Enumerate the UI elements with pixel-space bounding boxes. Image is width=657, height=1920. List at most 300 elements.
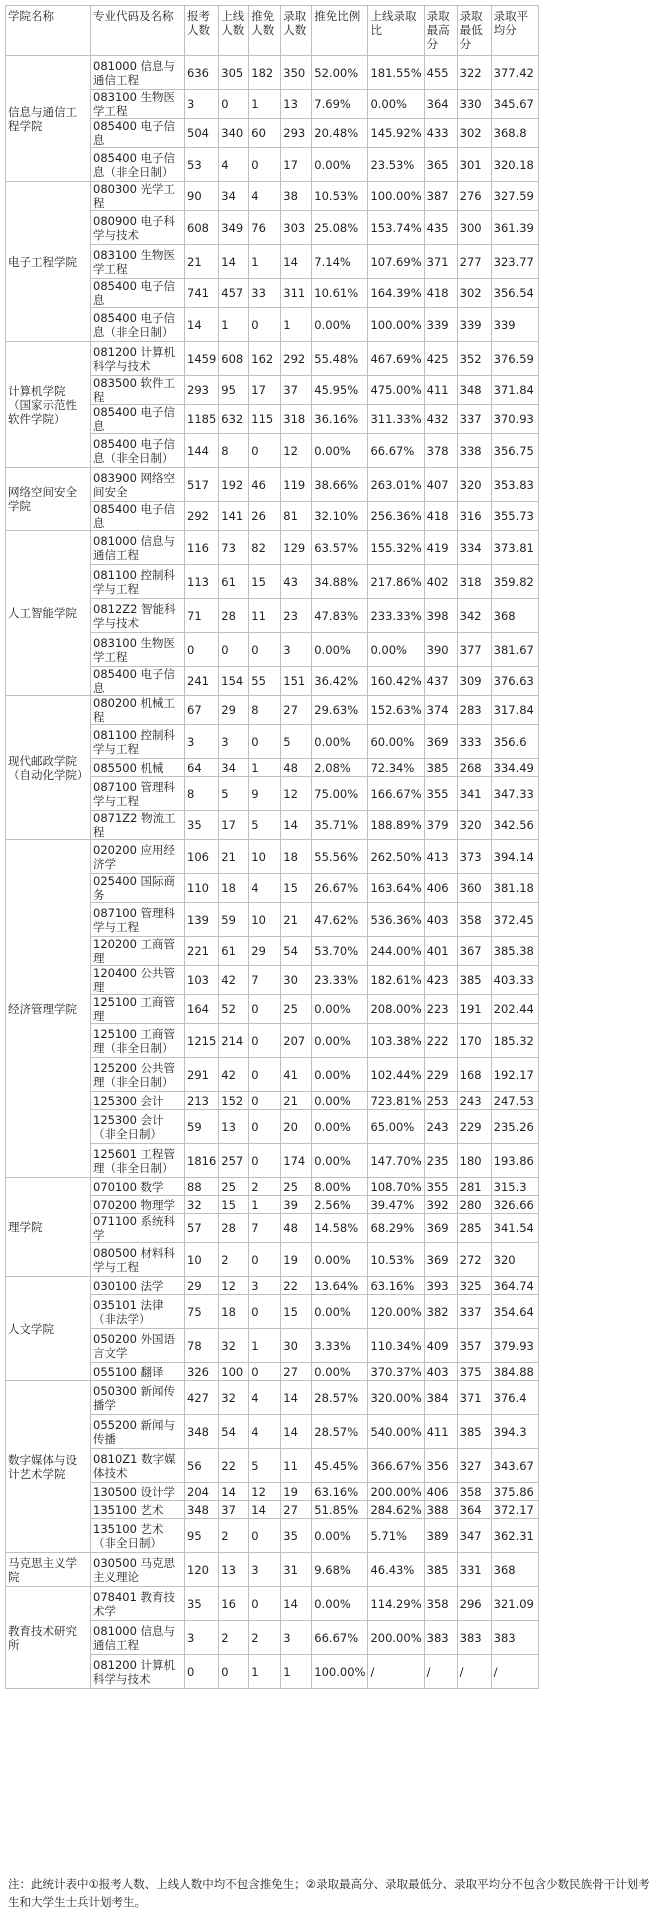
exempt-ratio-cell: 0.00%: [312, 1363, 368, 1381]
pass-admit-ratio-cell: 200.00%: [368, 1483, 424, 1501]
major-cell: 070200 物理学: [91, 1196, 185, 1214]
pass-admit-ratio-cell: 10.53%: [368, 1243, 424, 1277]
pass-admit-ratio-cell: 66.67%: [368, 434, 424, 468]
pass-admit-ratio-cell: 181.55%: [368, 56, 424, 90]
exempt-cell: 1: [249, 1655, 281, 1689]
header-applicants: 报考人数: [185, 6, 219, 56]
major-cell: 083100 生物医学工程: [91, 90, 185, 119]
max-score-cell: 401: [424, 937, 457, 966]
pass-admit-ratio-cell: 164.39%: [368, 279, 424, 308]
max-score-cell: 433: [424, 119, 457, 148]
major-cell: 130500 设计学: [91, 1483, 185, 1501]
admitted-cell: 25: [281, 995, 312, 1024]
pass-admit-ratio-cell: 0.00%: [368, 90, 424, 119]
exempt-cell: 4: [249, 1415, 281, 1449]
avg-score-cell: 321.09: [491, 1587, 538, 1621]
table-row: [6, 696, 539, 725]
passed-cell: 42: [219, 966, 249, 995]
pass-admit-ratio-cell: 160.42%: [368, 667, 424, 696]
passed-cell: 14: [219, 245, 249, 279]
major-cell: 078401 教育技术学: [91, 1587, 185, 1621]
major-cell: 050300 新闻传播学: [91, 1381, 185, 1415]
header-school: 学院名称: [6, 6, 91, 56]
header-exempt: 推免人数: [249, 6, 281, 56]
exempt-cell: 182: [249, 56, 281, 90]
table-row: [6, 468, 539, 502]
exempt-cell: 162: [249, 342, 281, 376]
passed-cell: 0: [219, 1655, 249, 1689]
major-cell: 030500 马克思主义理论: [91, 1553, 185, 1587]
admitted-cell: 38: [281, 182, 312, 211]
admitted-cell: 14: [281, 811, 312, 840]
applicants-cell: 213: [185, 1092, 219, 1110]
applicants-cell: 293: [185, 376, 219, 405]
pass-admit-ratio-cell: 155.32%: [368, 531, 424, 565]
min-score-cell: 325: [457, 1277, 491, 1295]
max-score-cell: 235: [424, 1144, 457, 1178]
pass-admit-ratio-cell: 188.89%: [368, 811, 424, 840]
min-score-cell: 170: [457, 1024, 491, 1058]
avg-score-cell: 235.26: [491, 1110, 538, 1144]
passed-cell: 257: [219, 1144, 249, 1178]
admitted-cell: 14: [281, 1381, 312, 1415]
min-score-cell: 277: [457, 245, 491, 279]
admitted-cell: 13: [281, 90, 312, 119]
admission-statistics-table: [5, 5, 539, 1689]
avg-score-cell: 377.42: [491, 56, 538, 90]
passed-cell: 28: [219, 599, 249, 633]
admitted-cell: 27: [281, 1501, 312, 1519]
avg-score-cell: 356.6: [491, 725, 538, 759]
passed-cell: 32: [219, 1381, 249, 1415]
admitted-cell: 15: [281, 874, 312, 903]
pass-admit-ratio-cell: 107.69%: [368, 245, 424, 279]
pass-admit-ratio-cell: 217.86%: [368, 565, 424, 599]
footnote: 注：此统计表中①报考人数、上线人数中均不包含推免生；②录取最高分、录取最低分、录取平均分不包含少数民族骨干计划考生和大学生士兵计划考生。: [8, 1877, 650, 1909]
applicants-cell: 608: [185, 211, 219, 245]
exempt-cell: 10: [249, 903, 281, 937]
major-cell: 081200 计算机科学与技术: [91, 1655, 185, 1689]
pass-admit-ratio-cell: 103.38%: [368, 1024, 424, 1058]
min-score-cell: 327: [457, 1449, 491, 1483]
applicants-cell: 427: [185, 1381, 219, 1415]
min-score-cell: 383: [457, 1621, 491, 1655]
applicants-cell: 241: [185, 667, 219, 696]
exempt-ratio-cell: 0.00%: [312, 1058, 368, 1092]
min-score-cell: 191: [457, 995, 491, 1024]
table-row: [6, 1587, 539, 1621]
min-score-cell: 272: [457, 1243, 491, 1277]
pass-admit-ratio-cell: 200.00%: [368, 1621, 424, 1655]
exempt-cell: 60: [249, 119, 281, 148]
exempt-ratio-cell: 45.45%: [312, 1449, 368, 1483]
major-cell: 085400 电子信息: [91, 502, 185, 531]
avg-score-cell: 394.14: [491, 840, 538, 874]
min-score-cell: 316: [457, 502, 491, 531]
max-score-cell: 398: [424, 599, 457, 633]
avg-score-cell: 361.39: [491, 211, 538, 245]
passed-cell: 349: [219, 211, 249, 245]
exempt-cell: 15: [249, 565, 281, 599]
exempt-cell: 115: [249, 405, 281, 434]
applicants-cell: 348: [185, 1501, 219, 1519]
school-name-cell: 马克思主义学院: [6, 1553, 91, 1587]
exempt-ratio-cell: 0.00%: [312, 1144, 368, 1178]
max-score-cell: 371: [424, 245, 457, 279]
applicants-cell: 35: [185, 1587, 219, 1621]
passed-cell: 13: [219, 1553, 249, 1587]
applicants-cell: 116: [185, 531, 219, 565]
avg-score-cell: 343.67: [491, 1449, 538, 1483]
applicants-cell: 32: [185, 1196, 219, 1214]
school-name-cell: 电子工程学院: [6, 182, 91, 342]
min-score-cell: 301: [457, 148, 491, 182]
admitted-cell: 119: [281, 468, 312, 502]
applicants-cell: 517: [185, 468, 219, 502]
avg-score-cell: 359.82: [491, 565, 538, 599]
exempt-ratio-cell: 0.00%: [312, 1295, 368, 1329]
header-min-score: 录取最低分: [457, 6, 491, 56]
applicants-cell: 113: [185, 565, 219, 599]
pass-admit-ratio-cell: 145.92%: [368, 119, 424, 148]
exempt-ratio-cell: 2.56%: [312, 1196, 368, 1214]
exempt-cell: 14: [249, 1501, 281, 1519]
applicants-cell: 221: [185, 937, 219, 966]
admitted-cell: 30: [281, 966, 312, 995]
exempt-cell: 0: [249, 1058, 281, 1092]
passed-cell: 340: [219, 119, 249, 148]
major-cell: 085400 电子信息（非全日制）: [91, 308, 185, 342]
exempt-cell: 8: [249, 696, 281, 725]
max-score-cell: 355: [424, 777, 457, 811]
max-score-cell: 253: [424, 1092, 457, 1110]
table-body: [6, 56, 539, 1689]
passed-cell: 52: [219, 995, 249, 1024]
exempt-ratio-cell: 32.10%: [312, 502, 368, 531]
exempt-cell: 0: [249, 434, 281, 468]
school-name-cell: 数字媒体与设计艺术学院: [6, 1381, 91, 1553]
passed-cell: 54: [219, 1415, 249, 1449]
applicants-cell: 64: [185, 759, 219, 777]
pass-admit-ratio-cell: 262.50%: [368, 840, 424, 874]
max-score-cell: 418: [424, 279, 457, 308]
exempt-cell: 0: [249, 995, 281, 1024]
min-score-cell: 334: [457, 531, 491, 565]
applicants-cell: 291: [185, 1058, 219, 1092]
admitted-cell: 11: [281, 1449, 312, 1483]
avg-score-cell: 384.88: [491, 1363, 538, 1381]
applicants-cell: 75: [185, 1295, 219, 1329]
avg-score-cell: 373.81: [491, 531, 538, 565]
table-row: [6, 1553, 539, 1587]
exempt-ratio-cell: 34.88%: [312, 565, 368, 599]
passed-cell: 2: [219, 1519, 249, 1553]
exempt-cell: 9: [249, 777, 281, 811]
exempt-cell: 1: [249, 245, 281, 279]
major-cell: 081000 信息与通信工程: [91, 1621, 185, 1655]
min-score-cell: 337: [457, 405, 491, 434]
max-score-cell: 435: [424, 211, 457, 245]
pass-admit-ratio-cell: /: [368, 1655, 424, 1689]
major-cell: 125100 工商管理（非全日制）: [91, 1024, 185, 1058]
pass-admit-ratio-cell: 100.00%: [368, 308, 424, 342]
table-row: [6, 840, 539, 874]
exempt-ratio-cell: 3.33%: [312, 1329, 368, 1363]
max-score-cell: 385: [424, 1553, 457, 1587]
major-cell: 085400 电子信息: [91, 119, 185, 148]
passed-cell: 632: [219, 405, 249, 434]
avg-score-cell: 376.63: [491, 667, 538, 696]
passed-cell: 12: [219, 1277, 249, 1295]
passed-cell: 18: [219, 1295, 249, 1329]
school-name-cell: 网络空间安全学院: [6, 468, 91, 531]
applicants-cell: 292: [185, 502, 219, 531]
min-score-cell: 333: [457, 725, 491, 759]
admitted-cell: 318: [281, 405, 312, 434]
pass-admit-ratio-cell: 114.29%: [368, 1587, 424, 1621]
min-score-cell: 296: [457, 1587, 491, 1621]
exempt-cell: 33: [249, 279, 281, 308]
exempt-ratio-cell: 0.00%: [312, 148, 368, 182]
avg-score-cell: 372.45: [491, 903, 538, 937]
major-cell: 081100 控制科学与工程: [91, 725, 185, 759]
min-score-cell: 352: [457, 342, 491, 376]
avg-score-cell: 341.54: [491, 1214, 538, 1243]
exempt-cell: 1: [249, 759, 281, 777]
avg-score-cell: 394.3: [491, 1415, 538, 1449]
min-score-cell: 302: [457, 279, 491, 308]
min-score-cell: 276: [457, 182, 491, 211]
applicants-cell: 21: [185, 245, 219, 279]
exempt-cell: 0: [249, 1243, 281, 1277]
exempt-cell: 3: [249, 1277, 281, 1295]
exempt-cell: 46: [249, 468, 281, 502]
avg-score-cell: 368.8: [491, 119, 538, 148]
exempt-ratio-cell: 29.63%: [312, 696, 368, 725]
avg-score-cell: 342.56: [491, 811, 538, 840]
applicants-cell: 35: [185, 811, 219, 840]
applicants-cell: 636: [185, 56, 219, 90]
major-cell: 035101 法律（非法学）: [91, 1295, 185, 1329]
applicants-cell: 3: [185, 1621, 219, 1655]
header-exempt-ratio: 推免比例: [312, 6, 368, 56]
major-cell: 087100 管理科学与工程: [91, 903, 185, 937]
passed-cell: 16: [219, 1587, 249, 1621]
admitted-cell: 3: [281, 633, 312, 667]
passed-cell: 95: [219, 376, 249, 405]
min-score-cell: 281: [457, 1178, 491, 1196]
school-name-cell: 计算机学院（国家示范性软件学院）: [6, 342, 91, 468]
major-cell: 081000 信息与通信工程: [91, 56, 185, 90]
avg-score-cell: 368: [491, 1553, 538, 1587]
major-cell: 083100 生物医学工程: [91, 633, 185, 667]
applicants-cell: 1816: [185, 1144, 219, 1178]
pass-admit-ratio-cell: 152.63%: [368, 696, 424, 725]
pass-admit-ratio-cell: 23.53%: [368, 148, 424, 182]
major-cell: 125300 会计: [91, 1092, 185, 1110]
passed-cell: 152: [219, 1092, 249, 1110]
exempt-ratio-cell: 47.62%: [312, 903, 368, 937]
pass-admit-ratio-cell: 284.62%: [368, 1501, 424, 1519]
pass-admit-ratio-cell: 263.01%: [368, 468, 424, 502]
min-score-cell: 320: [457, 811, 491, 840]
applicants-cell: 326: [185, 1363, 219, 1381]
exempt-ratio-cell: 8.00%: [312, 1178, 368, 1196]
exempt-ratio-cell: 45.95%: [312, 376, 368, 405]
max-score-cell: 379: [424, 811, 457, 840]
min-score-cell: 347: [457, 1519, 491, 1553]
exempt-cell: 0: [249, 1144, 281, 1178]
min-score-cell: 385: [457, 1415, 491, 1449]
passed-cell: 61: [219, 565, 249, 599]
max-score-cell: 393: [424, 1277, 457, 1295]
avg-score-cell: 334.49: [491, 759, 538, 777]
exempt-cell: 1: [249, 1196, 281, 1214]
max-score-cell: 243: [424, 1110, 457, 1144]
exempt-ratio-cell: 0.00%: [312, 1092, 368, 1110]
max-score-cell: 413: [424, 840, 457, 874]
passed-cell: 21: [219, 840, 249, 874]
max-score-cell: 387: [424, 182, 457, 211]
passed-cell: 28: [219, 1214, 249, 1243]
school-name-cell: 信息与通信工程学院: [6, 56, 91, 182]
max-score-cell: 425: [424, 342, 457, 376]
applicants-cell: 110: [185, 874, 219, 903]
max-score-cell: 392: [424, 1196, 457, 1214]
major-cell: 135100 艺术（非全日制）: [91, 1519, 185, 1553]
exempt-ratio-cell: 53.70%: [312, 937, 368, 966]
avg-score-cell: 193.86: [491, 1144, 538, 1178]
admitted-cell: 21: [281, 1092, 312, 1110]
header-avg-score: 录取平均分: [491, 6, 538, 56]
exempt-cell: 0: [249, 1110, 281, 1144]
exempt-cell: 1: [249, 90, 281, 119]
exempt-cell: 4: [249, 182, 281, 211]
pass-admit-ratio-cell: 370.37%: [368, 1363, 424, 1381]
table-row: [6, 531, 539, 565]
major-cell: 081200 计算机科学与技术: [91, 342, 185, 376]
exempt-ratio-cell: 0.00%: [312, 1587, 368, 1621]
pass-admit-ratio-cell: 63.16%: [368, 1277, 424, 1295]
admitted-cell: 151: [281, 667, 312, 696]
exempt-ratio-cell: 7.14%: [312, 245, 368, 279]
admitted-cell: 14: [281, 1415, 312, 1449]
min-score-cell: 337: [457, 1295, 491, 1329]
admitted-cell: 31: [281, 1553, 312, 1587]
applicants-cell: 144: [185, 434, 219, 468]
min-score-cell: 342: [457, 599, 491, 633]
pass-admit-ratio-cell: 147.70%: [368, 1144, 424, 1178]
admitted-cell: 3: [281, 1621, 312, 1655]
exempt-cell: 0: [249, 148, 281, 182]
admitted-cell: 30: [281, 1329, 312, 1363]
min-score-cell: 330: [457, 90, 491, 119]
avg-score-cell: 192.17: [491, 1058, 538, 1092]
max-score-cell: 222: [424, 1024, 457, 1058]
max-score-cell: 385: [424, 759, 457, 777]
min-score-cell: 268: [457, 759, 491, 777]
major-cell: 087100 管理科学与工程: [91, 777, 185, 811]
major-cell: 085400 电子信息（非全日制）: [91, 148, 185, 182]
admitted-cell: 129: [281, 531, 312, 565]
avg-score-cell: 247.53: [491, 1092, 538, 1110]
school-name-cell: 人文学院: [6, 1277, 91, 1381]
passed-cell: 13: [219, 1110, 249, 1144]
max-score-cell: 369: [424, 725, 457, 759]
max-score-cell: 406: [424, 874, 457, 903]
pass-admit-ratio-cell: 536.36%: [368, 903, 424, 937]
min-score-cell: /: [457, 1655, 491, 1689]
avg-score-cell: 347.33: [491, 777, 538, 811]
avg-score-cell: 345.67: [491, 90, 538, 119]
avg-score-cell: 362.31: [491, 1519, 538, 1553]
passed-cell: 29: [219, 696, 249, 725]
major-cell: 055200 新闻与传播: [91, 1415, 185, 1449]
exempt-ratio-cell: 38.66%: [312, 468, 368, 502]
avg-score-cell: 375.86: [491, 1483, 538, 1501]
exempt-ratio-cell: 14.58%: [312, 1214, 368, 1243]
school-name-cell: 教育技术研究所: [6, 1587, 91, 1689]
min-score-cell: 341: [457, 777, 491, 811]
exempt-ratio-cell: 28.57%: [312, 1381, 368, 1415]
exempt-cell: 4: [249, 1381, 281, 1415]
major-cell: 080500 材料科学与工程: [91, 1243, 185, 1277]
applicants-cell: 10: [185, 1243, 219, 1277]
min-score-cell: 385: [457, 966, 491, 995]
min-score-cell: 339: [457, 308, 491, 342]
major-cell: 081100 控制科学与工程: [91, 565, 185, 599]
applicants-cell: 88: [185, 1178, 219, 1196]
admitted-cell: 35: [281, 1519, 312, 1553]
passed-cell: 8: [219, 434, 249, 468]
pass-admit-ratio-cell: 723.81%: [368, 1092, 424, 1110]
passed-cell: 1: [219, 308, 249, 342]
exempt-ratio-cell: 20.48%: [312, 119, 368, 148]
pass-admit-ratio-cell: 68.29%: [368, 1214, 424, 1243]
header-row: [6, 6, 539, 56]
avg-score-cell: 372.17: [491, 1501, 538, 1519]
max-score-cell: 455: [424, 56, 457, 90]
exempt-cell: 0: [249, 633, 281, 667]
exempt-ratio-cell: 0.00%: [312, 1024, 368, 1058]
applicants-cell: 1185: [185, 405, 219, 434]
pass-admit-ratio-cell: 108.70%: [368, 1178, 424, 1196]
exempt-ratio-cell: 25.08%: [312, 211, 368, 245]
passed-cell: 214: [219, 1024, 249, 1058]
exempt-cell: 26: [249, 502, 281, 531]
passed-cell: 3: [219, 725, 249, 759]
applicants-cell: 120: [185, 1553, 219, 1587]
exempt-cell: 0: [249, 308, 281, 342]
max-score-cell: 378: [424, 434, 457, 468]
passed-cell: 73: [219, 531, 249, 565]
min-score-cell: 358: [457, 903, 491, 937]
applicants-cell: 57: [185, 1214, 219, 1243]
exempt-ratio-cell: 23.33%: [312, 966, 368, 995]
passed-cell: 608: [219, 342, 249, 376]
max-score-cell: 406: [424, 1483, 457, 1501]
admitted-cell: 41: [281, 1058, 312, 1092]
pass-admit-ratio-cell: 208.00%: [368, 995, 424, 1024]
max-score-cell: 382: [424, 1295, 457, 1329]
applicants-cell: 56: [185, 1449, 219, 1483]
exempt-cell: 4: [249, 874, 281, 903]
passed-cell: 2: [219, 1621, 249, 1655]
pass-admit-ratio-cell: 0.00%: [368, 633, 424, 667]
major-cell: 135100 艺术: [91, 1501, 185, 1519]
min-score-cell: 338: [457, 434, 491, 468]
exempt-cell: 76: [249, 211, 281, 245]
